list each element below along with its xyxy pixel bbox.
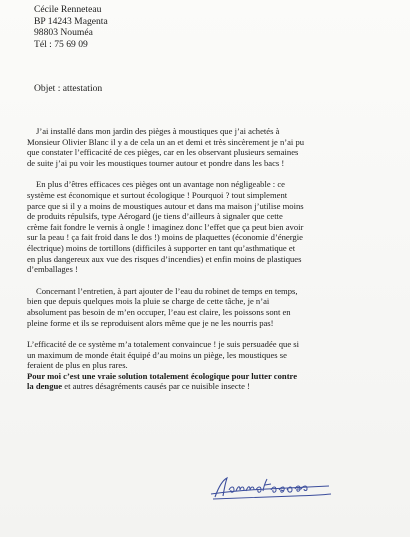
text-line: en plus dangereux aux vue des risques d’incendies) et enfin moins de plastiques (27, 253, 302, 264)
text-line: un maximum de monde était équipé d’au moins un piège, les moustiques se (27, 349, 287, 360)
text-line: de suite j’ai pu voir les moustiques tourner autour et pondre dans les bacs ! (27, 157, 285, 168)
letter-body (27, 126, 389, 392)
paragraph-2 (27, 179, 389, 274)
text-line: absolument pas besoin de m’en occuper, l’eau est claire, les poissons sont en (27, 306, 291, 317)
text-line: J’ai installé dans mon jardin des pièges à moustiques que j’ai achetés à (36, 126, 280, 136)
sender-block (34, 4, 108, 50)
text-line: de produits répulsifs, type Aérogard (je tiens d’ailleurs à signaler que cette (27, 211, 283, 222)
text-line: bien que depuis quelques mois la pluie se charge de cette tâche, je n’ai (27, 296, 270, 307)
text-line: parce que si il y a moins de moustiques autour et dans ma maison j’utilise moins (27, 200, 304, 211)
text-line: sur la peau ! ça fait froid dans le dos !) moins de plaquettes (économie d’énergie (27, 232, 303, 243)
text-line: système est économique et surtout écologique ! Pourquoi ? tout simplement (27, 189, 288, 200)
text-line: d’emballages ! (27, 264, 78, 275)
closing-bold-line: Pour moi c’est une vraie solution totalement écologique pour lutter contre (27, 370, 298, 381)
text-line: que constater l’efficacité de ces pièges, car en les observant plusieurs semaines (27, 147, 299, 158)
paragraph-4 (27, 339, 389, 392)
sender-phone: Tél : 75 69 09 (34, 38, 88, 50)
text-line: feraient de plus en plus rares. (27, 360, 128, 371)
closing-bold-phrase: la dengue (27, 381, 63, 392)
sender-address-line2: 98803 Nouméa (34, 27, 93, 39)
text-line: En plus d’êtres efficaces ces pièges ont un avantage non négligeable : ce (36, 179, 285, 190)
closing-line (27, 381, 389, 392)
closing-line-rest: et autres désagréments causés par ce nuisible insecte ! (62, 381, 250, 392)
sender-name: Cécile Renneteau (34, 4, 102, 15)
subject-line: Objet : attestation (34, 83, 103, 94)
text-line: L’efficacité de ce système m’a totalement convaincue ! je suis persuadée que si (27, 339, 300, 350)
paragraph-1 (27, 126, 389, 168)
text-line: électrique) moins de tortillons (difficiles à supporter en tant qu’asthmatique et (27, 242, 296, 253)
text-line: Concernant l’entretien, à part ajouter de l’eau du robinet de temps en temps, (36, 285, 298, 296)
sender-address-line1: BP 14243 Magenta (34, 15, 108, 27)
text-line: crème fait fondre le vernis à ongle ! imaginez donc l’effet que ça peut bien avoir (27, 221, 304, 232)
paragraph-3 (27, 286, 389, 328)
handwritten-signature (205, 472, 335, 506)
text-line: pleine forme et ils se reproduisent alors même que je ne les nourris pas! (27, 317, 274, 328)
text-line: Monsieur Olivier Blanc il y a de cela un an et demi et très sincèrement je n’ai pu (27, 136, 305, 147)
